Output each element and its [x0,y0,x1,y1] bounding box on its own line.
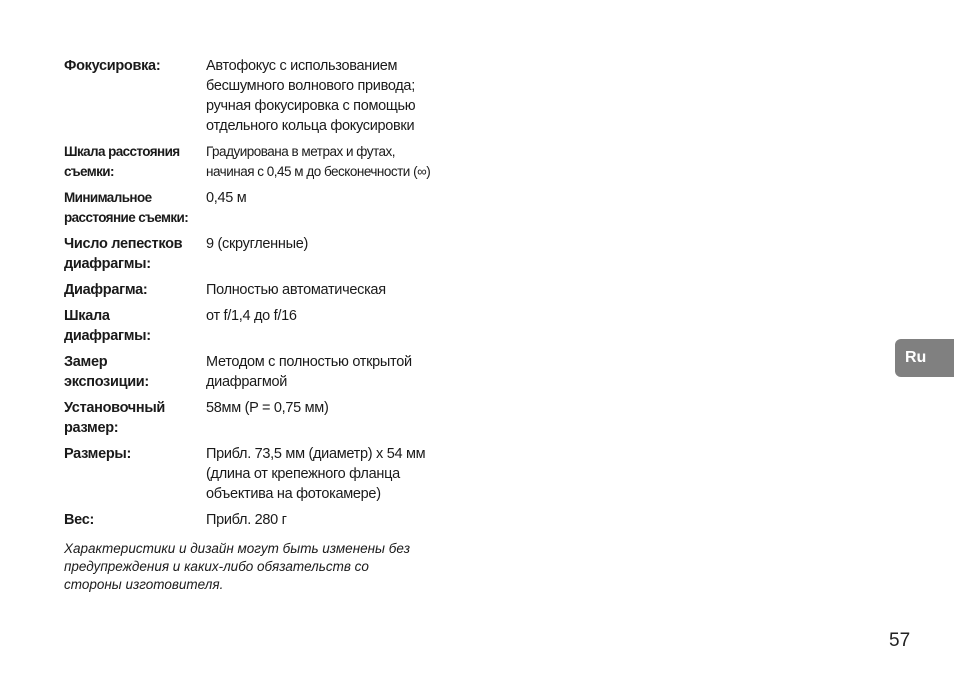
spec-label: Замер экспозиции: [64,354,149,390]
spec-label: Размеры: [64,446,132,462]
spec-row-dimensions [64,444,484,504]
spec-value: Градуирована в метрах и футах, начиная с 0,45 м до бесконечности (∞) [206,144,431,179]
spec-row-diaphragm-blades [64,234,484,274]
disclaimer-note: Характеристики и дизайн могут быть изменены без предупреждения и каких-либо обязательств со стороны изготовителя. [64,541,410,592]
spec-label: Диафрагма: [64,282,148,298]
spec-label: Вес: [64,512,95,528]
spec-row-distance-scale [64,142,484,182]
spec-value: Полностью автоматическая [206,282,386,298]
spec-row-focusing [64,56,484,136]
spec-label: Шкала диафрагмы: [64,308,151,344]
language-tab: Ru [895,339,954,377]
spec-row-aperture-scale [64,306,484,346]
spec-value: Автофокус с использованием бесшумного волнового привода; ручная фокусировка с помощью отдельного кольца фокусировки [206,58,416,134]
page-number: 57 [889,630,911,651]
spec-label: Число лепестков диафрагмы: [64,236,183,272]
spec-row-metering [64,352,484,392]
spec-row-min-distance [64,188,484,228]
spec-row-diaphragm [64,280,484,300]
spec-value: Методом с полностью открытой диафрагмой [206,354,412,390]
spec-label: Фокусировка: [64,58,161,74]
spec-row-attachment-size [64,398,484,438]
spec-label: Шкала расстояния съемки: [64,144,180,179]
spec-value: Прибл. 73,5 мм (диаметр) x 54 мм (длина от крепежного фланца объектива на фотокамере) [206,446,426,502]
spec-value: 0,45 м [206,190,247,206]
spec-value: 58мм (P = 0,75 мм) [206,400,329,416]
spec-row-weight [64,510,484,530]
specifications-table [64,56,484,536]
spec-value: Прибл. 280 г [206,512,287,528]
spec-label: Минимальное расстояние съемки: [64,190,189,225]
spec-value: 9 (скругленные) [206,236,308,252]
spec-label: Установочный размер: [64,400,166,436]
spec-value: от f/1,4 до f/16 [206,308,297,324]
